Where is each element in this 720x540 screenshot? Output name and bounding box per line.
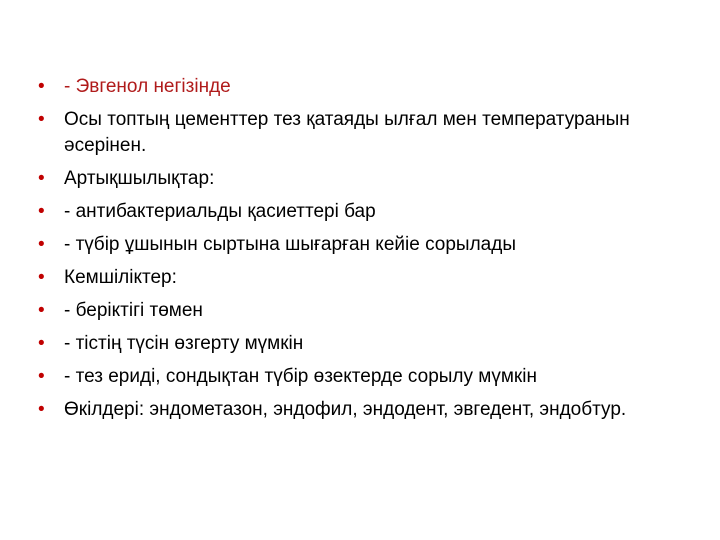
bullet-text: - антибактериальды қасиеттері бар [64, 201, 376, 222]
bullet-item-disadvantage-color [36, 331, 676, 357]
bullet-item-description [36, 107, 676, 159]
bullet-text: - беріктігі төмен [64, 300, 203, 321]
bullet-text: - тістің түсін өзгерту мүмкін [64, 333, 304, 354]
bullet-marker: • [38, 109, 45, 130]
bullet-marker: • [38, 366, 45, 387]
bullet-marker: • [38, 399, 45, 420]
bullet-item-advantage-resorption [36, 232, 676, 258]
bullet-text: - тез ериді, сондықтан түбір өзектерде сорылу мүмкін [64, 366, 537, 387]
bullet-text: - Эвгенол негізінде [64, 76, 231, 97]
bullet-text: Өкілдері: эндометазон, эндофил, эндодент, эвгедент, эндобтур. [64, 399, 627, 420]
bullet-marker: • [38, 300, 45, 321]
bullet-marker: • [38, 201, 45, 222]
bullet-item-disadvantages-heading [36, 265, 676, 291]
bullet-item-disadvantage-strength [36, 298, 676, 324]
bullet-marker: • [38, 76, 45, 97]
bullet-text: Кемшіліктер: [64, 267, 177, 288]
bullet-item-advantage-antibacterial [36, 199, 676, 225]
bullet-text: Осы топтың цементтер тез қатаяды ылғал мен температуранын әсерінен. [64, 109, 630, 156]
bullet-marker: • [38, 234, 45, 255]
bullet-text: - түбір ұшынын сыртына шығарған кейіе сорылады [64, 234, 516, 255]
bullet-marker: • [38, 168, 45, 189]
bullet-item-representatives [36, 397, 676, 423]
bullet-text: Артықшылықтар: [64, 168, 215, 189]
bullet-list [36, 74, 676, 430]
bullet-item-eugenol-base [36, 74, 676, 100]
bullet-item-advantages-heading [36, 166, 676, 192]
bullet-item-disadvantage-dissolves [36, 364, 676, 390]
bullet-marker: • [38, 267, 45, 288]
bullet-marker: • [38, 333, 45, 354]
